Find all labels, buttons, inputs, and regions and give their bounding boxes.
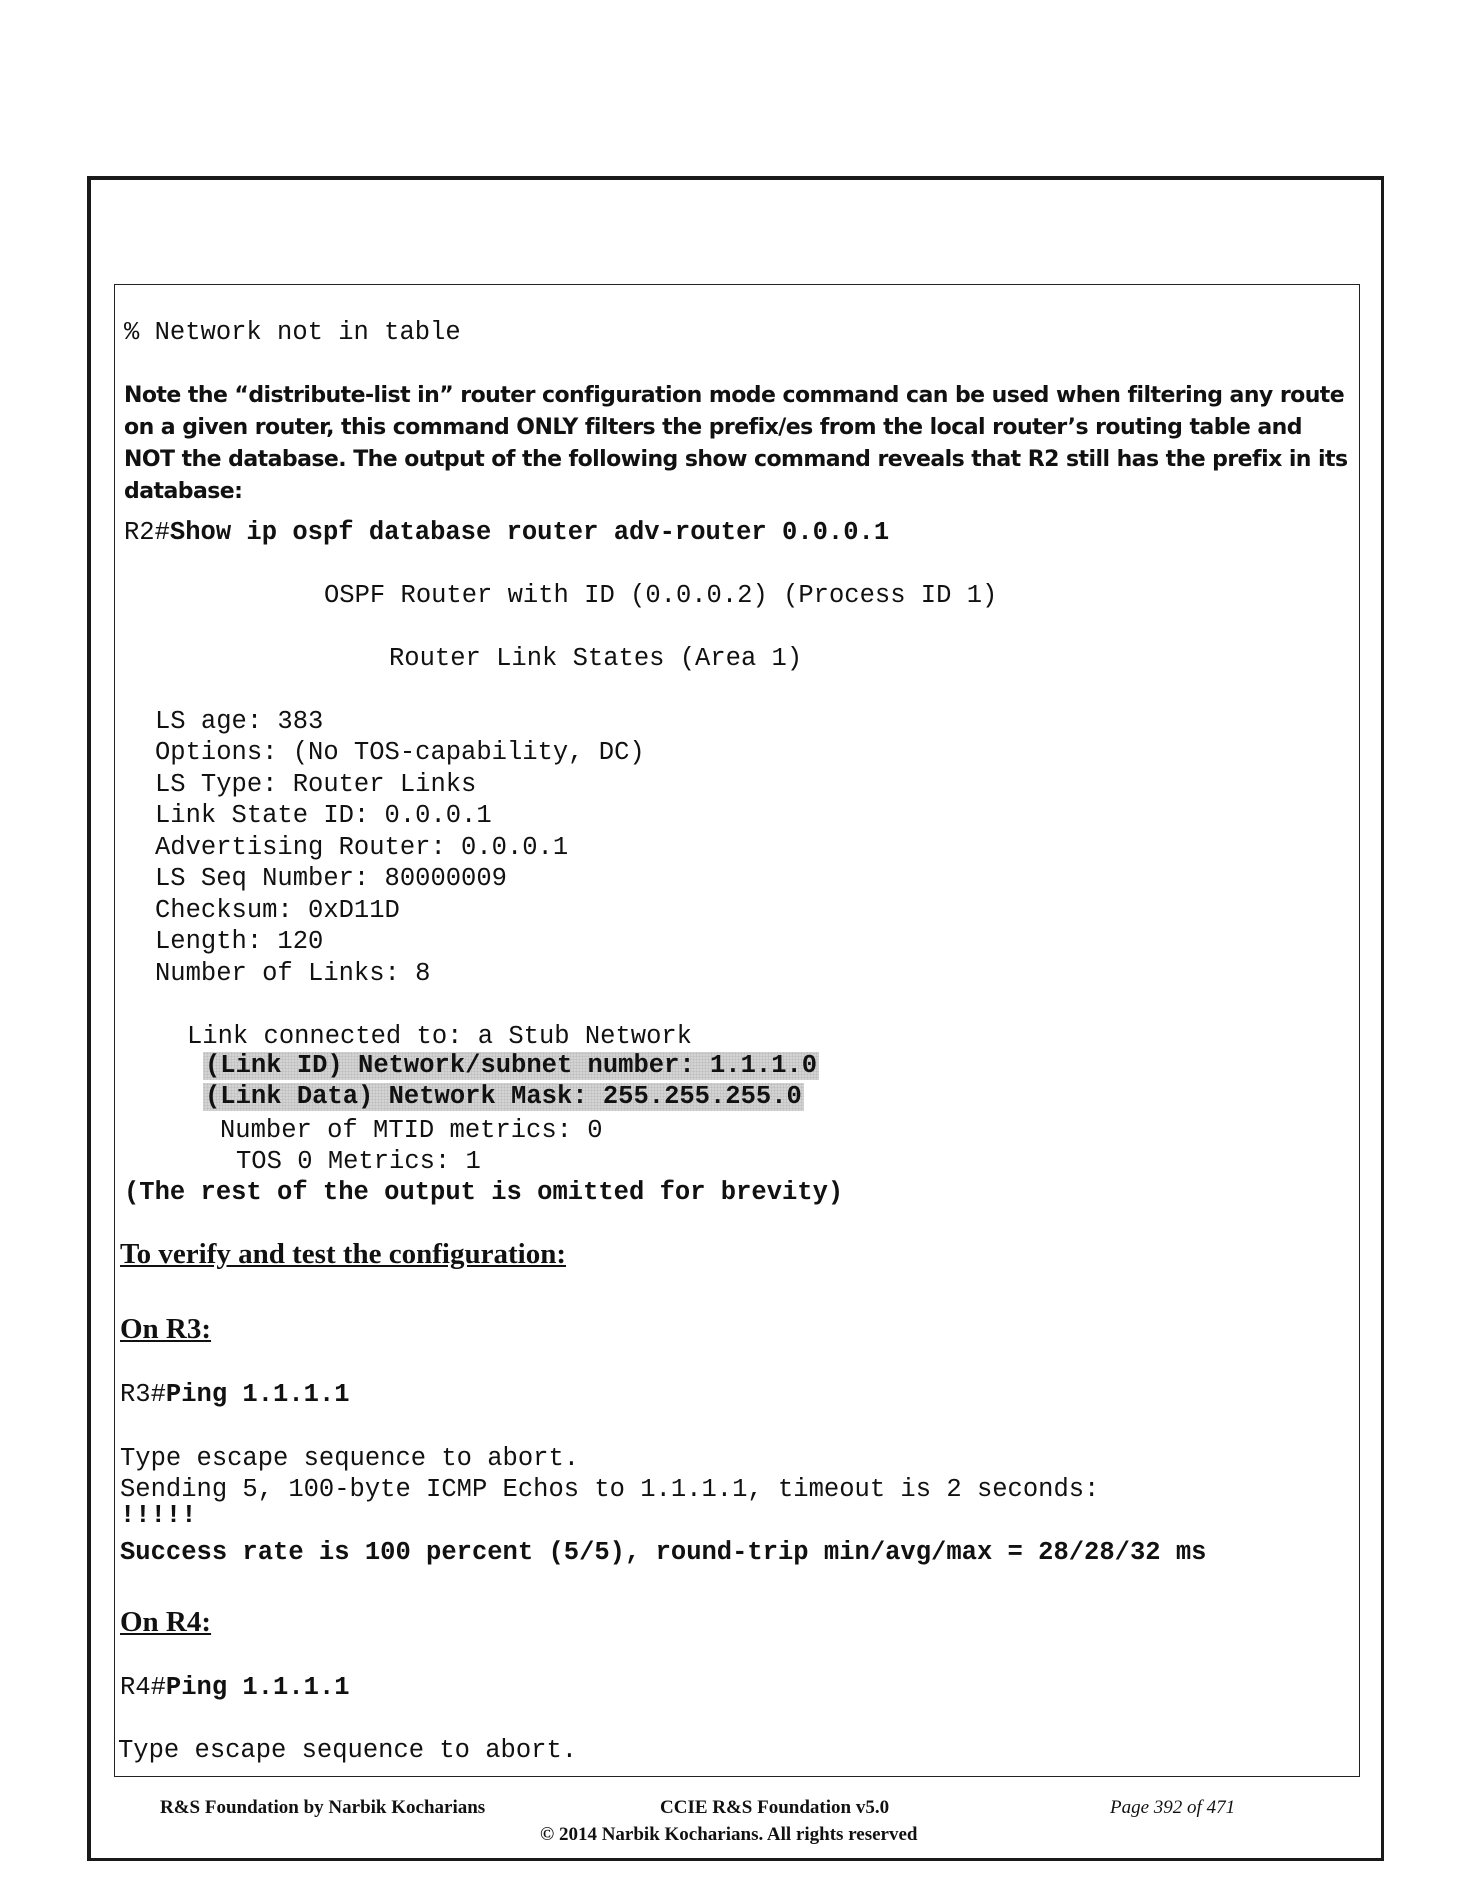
number-of-links: Number of Links: 8 [155, 959, 431, 988]
advertising-router: Advertising Router: 0.0.0.1 [155, 833, 569, 862]
network-not-in-table: % Network not in table [124, 318, 461, 347]
length: Length: 120 [155, 927, 324, 956]
r3-bangs: !!!!! [120, 1501, 197, 1530]
r3-sending-line: Sending 5, 100-byte ICMP Echos to 1.1.1.1, timeout is 2 seconds: [120, 1475, 1100, 1504]
link-id-highlight: (Link ID) Network/subnet number: 1.1.1.0 [205, 1051, 818, 1080]
show-command-line [124, 520, 889, 546]
ospf-router-header: OSPF Router with ID (0.0.0.2) (Process ID 1) [324, 581, 998, 610]
r3-ping-command [120, 1382, 350, 1408]
prompt: R2# [124, 518, 170, 547]
options: Options: (No TOS-capability, DC) [155, 738, 645, 767]
command: Show ip ospf database router adv-router 0.0.0.1 [169, 518, 890, 547]
note-paragraph: Note the “distribute-list in” router configuration mode command can be used when filtering any route on a given router, this command ONLY filters the prefix/es from the local router’s routing table and NOT the database. The output of the following show command reveals that R2 still has the prefix in its database: [124, 383, 1348, 504]
prompt: R3# [120, 1380, 166, 1409]
ls-seq-number: LS Seq Number: 80000009 [155, 864, 507, 893]
r3-escape-line: Type escape sequence to abort. [120, 1444, 580, 1473]
footer-center: CCIE R&S Foundation v5.0 [660, 1797, 890, 1818]
checksum: Checksum: 0xD11D [155, 896, 400, 925]
tos-metrics: TOS 0 Metrics: 1 [236, 1147, 481, 1176]
omitted-note: (The rest of the output is omitted for brevity) [124, 1178, 844, 1207]
link-connected: Link connected to: a Stub Network [187, 1022, 692, 1051]
footer-page-number: Page 392 of 471 [1110, 1797, 1236, 1818]
ls-type: LS Type: Router Links [155, 770, 477, 799]
link-data-highlight: (Link Data) Network Mask: 255.255.255.0 [205, 1082, 802, 1111]
ls-age: LS age: 383 [155, 707, 324, 736]
r4-heading: On R4: [120, 1606, 212, 1638]
verify-heading: To verify and test the configuration: [120, 1238, 566, 1270]
command: Ping 1.1.1.1 [165, 1380, 350, 1409]
footer-copyright: © 2014 Narbik Kocharians. All rights reserved [540, 1824, 918, 1845]
router-link-states-header: Router Link States (Area 1) [389, 644, 803, 673]
r4-ping-command [120, 1675, 350, 1701]
command: Ping 1.1.1.1 [165, 1673, 350, 1702]
mtid-metrics: Number of MTID metrics: 0 [220, 1116, 603, 1145]
link-state-id: Link State ID: 0.0.0.1 [155, 801, 492, 830]
r3-heading: On R3: [120, 1313, 212, 1345]
prompt: R4# [120, 1673, 166, 1702]
r4-escape-line: Type escape sequence to abort. [118, 1736, 578, 1765]
footer-left: R&S Foundation by Narbik Kocharians [160, 1797, 486, 1818]
r3-success-line: Success rate is 100 percent (5/5), round-trip min/avg/max = 28/28/32 ms [120, 1538, 1207, 1567]
